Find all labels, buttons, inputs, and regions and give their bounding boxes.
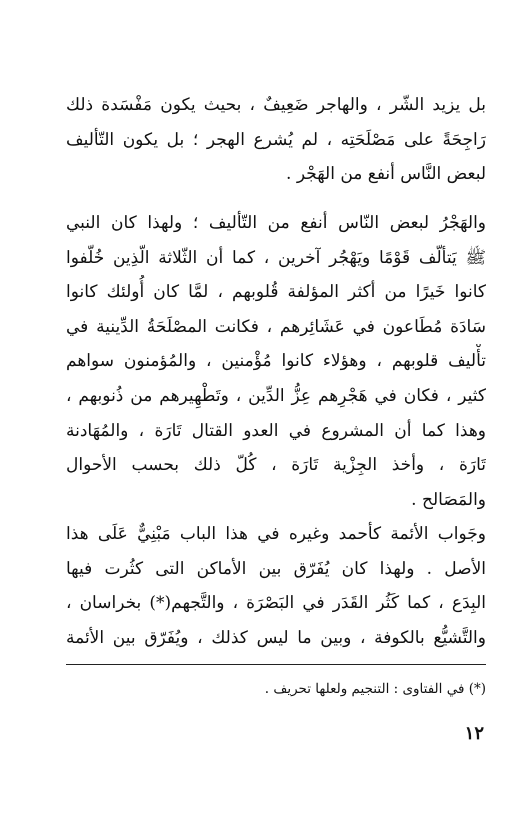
footnote-divider xyxy=(66,664,486,665)
text-line: كثير ، فكان في هَجْرِهم عِزُّ الدِّين ، وتَطْهِيرهم من ذُنوبهم ، xyxy=(66,385,486,406)
text-line: بل يزيد الشّر ، والهاجر ضَعِيفٌ ، بحيث يكون مَفْسَدة ذلك xyxy=(66,95,486,115)
text-line: تَارَة ، وأخذ الجِزْية تَارَة ، كُلّ ذلك بحسب الأحوال xyxy=(66,455,486,476)
text-line: ﷺ يَتألّف قَوْمًا ويَهْجُر آخرين ، كما أن الثّلاثة الّذِين خُلّفوا xyxy=(66,247,486,268)
page-number: ١٢ xyxy=(464,723,484,744)
text-line: كانوا خَيرًا من أكثر المؤلفة قُلوبهم ، لمَّا كان أُولئك كانوا xyxy=(66,282,486,303)
text-line: لبعض النَّاس أنفع من الهَجْر . xyxy=(286,164,486,185)
text-line: تأْليف قلوبهم ، وهؤلاء كانوا مُؤْمنين ، والمُؤمنون سواهم xyxy=(66,351,486,372)
paragraph-1 xyxy=(66,88,486,192)
text-line: والهَجْرُ لبعض النّاس أنفع من التّأليف ؛ ولهذا كان النبي xyxy=(66,213,486,233)
text-line: والتَّشيُّع بالكوفة ، وبين ما ليس كذلك ، ويُفَرّق بين الأئمة xyxy=(66,627,486,648)
text-line: وجَواب الأئمة كأحمد وغيره في هذا الباب مَبْنِيٌّ عَلَى هذا xyxy=(66,524,486,544)
text-line: الأصل . ولهذا كان يُفَرّق بين الأماكن التى كثُرت فيها xyxy=(66,558,486,579)
text-line: رَاجِحَةً على مَصْلَحَتِه ، لم يُشرع الهجر ؛ بل يكون التّأليف xyxy=(66,129,486,150)
text-line: وهذا كما أن المشروع في العدو القتال تَارَة ، والمُهَادنة xyxy=(66,420,486,441)
footnote: (*) في الفتاوى : التنجيم ولعلها تحريف . xyxy=(264,681,486,697)
paragraph-3 xyxy=(66,517,486,655)
text-line: والمَصَالح . xyxy=(411,489,486,510)
text-line: البِدَع ، كما كَثُر القَدَر في البَصْرَة ، والتَّجهم(*) بخراسان ، xyxy=(66,593,486,614)
paragraph-2 xyxy=(66,206,486,517)
text-line: سَادَة مُطَاعون في عَشَائِرهم ، فكانت المصْلَحَةُ الدِّينية في xyxy=(66,316,486,337)
